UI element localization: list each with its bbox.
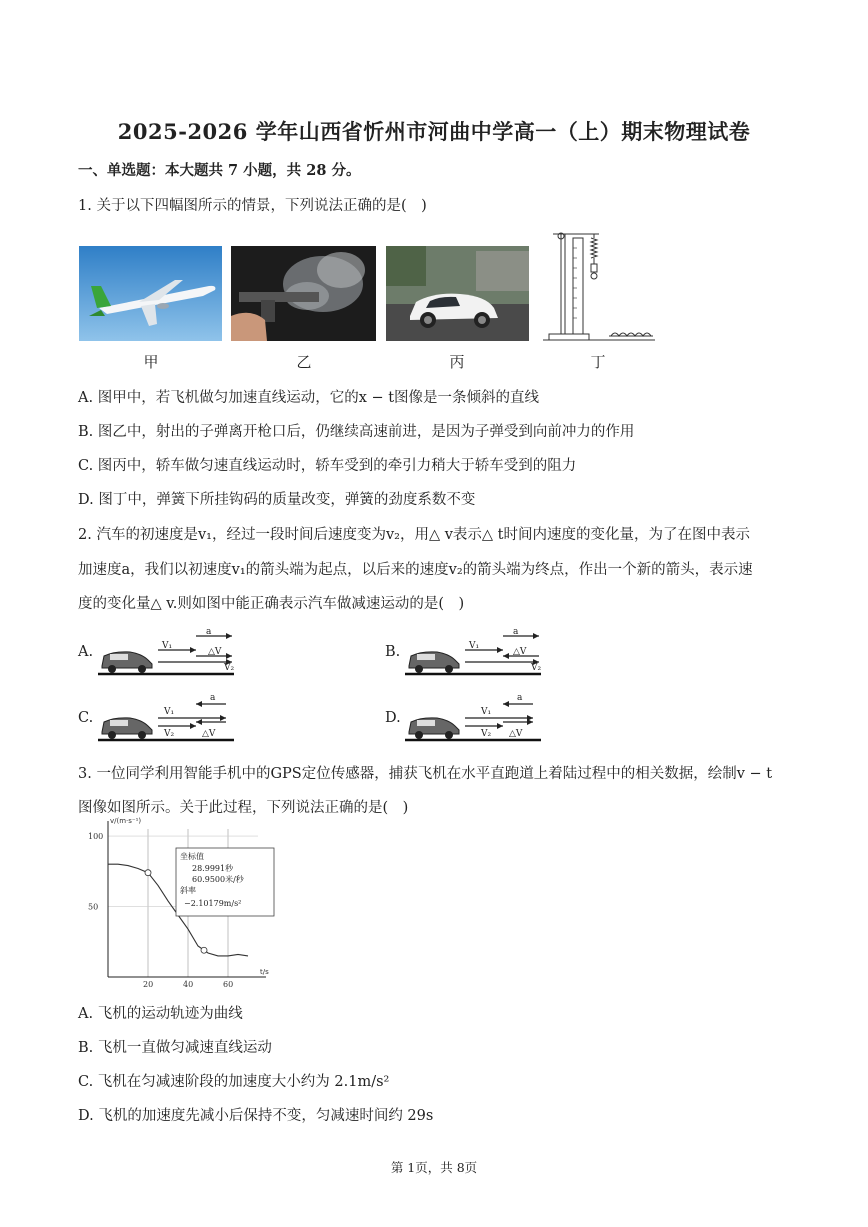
v2-arrow-head	[497, 723, 503, 729]
car-wheel	[415, 731, 423, 739]
v1-arrow-head	[190, 647, 196, 653]
dv-arrow-head	[196, 719, 202, 725]
q2-option-d-label: D.	[385, 710, 401, 726]
q1-option-d: D. 图丁中，弹簧下所挂钩码的质量改变，弹簧的劲度系数不变	[78, 492, 476, 508]
q2-option-b-label: B.	[385, 644, 401, 660]
x-tick-label: 60	[223, 980, 234, 989]
q3-option-a: A. 飞机的运动轨迹为曲线	[78, 1006, 243, 1022]
y-tick-label: 50	[88, 902, 99, 912]
x-axis-label: t/s	[260, 968, 269, 976]
a-label: a	[210, 693, 216, 703]
q1-option-a: A. 图甲中，若飞机做匀加速直线运动，它的x − t图像是一条倾斜的直线	[78, 390, 540, 406]
q3-option-c: C. 飞机在匀减速阶段的加速度大小约为 2.1m/s²	[78, 1074, 390, 1090]
v2-label: V₂	[164, 729, 175, 739]
v1-arrow-head	[220, 715, 226, 721]
v2-arrow-head	[190, 723, 196, 729]
car-wheel	[108, 665, 116, 673]
q2-diagram-d	[403, 690, 543, 746]
v1-label: V₁	[481, 707, 492, 717]
vt-chart	[80, 812, 280, 992]
q2-diagram-c	[96, 690, 236, 746]
a-arrow-head	[196, 701, 202, 707]
q3-stem-line-1: 3. 一位同学利用智能手机中的GPS定位传感器，捕获飞机在水平直跑道上着陆过程中的相关数据，绘制v − t	[78, 766, 773, 782]
dv-arrow-head	[503, 653, 509, 659]
annotation-text: 28.9991秒	[192, 864, 234, 873]
annotation-text: −2.10179m/s²	[184, 899, 242, 908]
a-arrow-head	[503, 701, 509, 707]
q3-option-b: B. 飞机一直做匀减速直线运动	[78, 1040, 272, 1056]
q2-option-a-label: A.	[78, 644, 94, 660]
q1-option-b: B. 图乙中，射出的子弹离开枪口后，仍继续高速前进，是因为子弹受到向前冲力的作用	[78, 424, 635, 440]
q2-stem-line-1: 2. 汽车的初速度是v₁，经过一段时间后速度变为v₂，用△ v表示△ t时间内速度的变化量，为了在图中表示	[78, 527, 750, 543]
dv-label: △V	[202, 729, 216, 739]
a-label: a	[513, 627, 519, 637]
data-point-marker	[201, 947, 207, 953]
q1-stem: 1. 关于以下四幅图所示的情景，下列说法正确的是( )	[78, 198, 427, 214]
caption-ding: 丁	[590, 353, 606, 371]
dv-arrow-head	[226, 653, 232, 659]
q2-stem-line-2: 加速度a，我们以初速度v₁的箭头端为起点，以后来的速度v₂的箭头端为终点，作出一个新的箭头，表示速	[78, 562, 753, 578]
section-heading: 一、单选题：本大题共 7 小题，共 28 分。	[78, 162, 361, 179]
car-wheel	[138, 665, 146, 673]
car-wheel	[138, 731, 146, 739]
annotation-text: 斜率	[180, 886, 196, 895]
annotation-text: 坐标值	[180, 852, 204, 861]
car-window	[417, 720, 435, 726]
car-window	[110, 654, 128, 660]
q2-diagram-b	[403, 624, 543, 680]
car-wheel	[445, 665, 453, 673]
q2-diagram-a	[96, 624, 236, 680]
airplane-photo	[79, 246, 222, 341]
v1-label: V₁	[164, 707, 175, 717]
car-wheel	[415, 665, 423, 673]
a-label: a	[206, 627, 212, 637]
caption-bing: 丙	[449, 353, 465, 371]
page-title: 2025-2026 学年山西省忻州市河曲中学高一（上）期末物理试卷	[117, 119, 751, 144]
a-arrow-head	[226, 633, 232, 639]
v1-label: V₁	[469, 641, 480, 651]
v1-label: V₁	[162, 641, 173, 651]
dv-label: △V	[513, 647, 527, 657]
y-axis-label: v/(m·s⁻¹)	[110, 817, 142, 825]
q1-option-c: C. 图丙中，轿车做匀速直线运动时，轿车受到的牵引力稍大于轿车受到的阻力	[78, 458, 577, 474]
car-window	[110, 720, 128, 726]
gun-photo	[231, 246, 376, 341]
v2-label: V₂	[481, 729, 492, 739]
y-tick-label: 100	[88, 832, 104, 842]
caption-yi: 乙	[296, 353, 312, 371]
car-window	[417, 654, 435, 660]
annotation-text: 60.9500米/秒	[192, 875, 244, 884]
spring-apparatus-diagram	[539, 224, 659, 346]
v2-label: V₂	[531, 663, 542, 673]
x-tick-label: 40	[183, 980, 194, 989]
page-footer: 第 1页，共 8页	[390, 1160, 478, 1175]
dv-arrow-head	[527, 719, 533, 725]
car-wheel	[108, 731, 116, 739]
q2-stem-line-3: 度的变化量△ v.则如图中能正确表示汽车做减速运动的是( )	[78, 596, 465, 612]
x-tick-label: 20	[143, 980, 154, 989]
dv-label: △V	[509, 729, 523, 739]
v2-label: V₂	[224, 663, 235, 673]
dv-label: △V	[208, 647, 222, 657]
q3-stem-line-2: 图像如图所示。关于此过程，下列说法正确的是( )	[78, 800, 409, 816]
q3-option-d: D. 飞机的加速度先减小后保持不变，匀减速时间约 29s	[78, 1108, 434, 1124]
car-wheel	[445, 731, 453, 739]
data-point-marker	[145, 870, 151, 876]
car-photo	[386, 246, 529, 341]
a-arrow-head	[533, 633, 539, 639]
v1-arrow-head	[497, 647, 503, 653]
q2-option-c-label: C.	[78, 710, 94, 726]
a-label: a	[517, 693, 523, 703]
caption-jia: 甲	[143, 353, 159, 371]
